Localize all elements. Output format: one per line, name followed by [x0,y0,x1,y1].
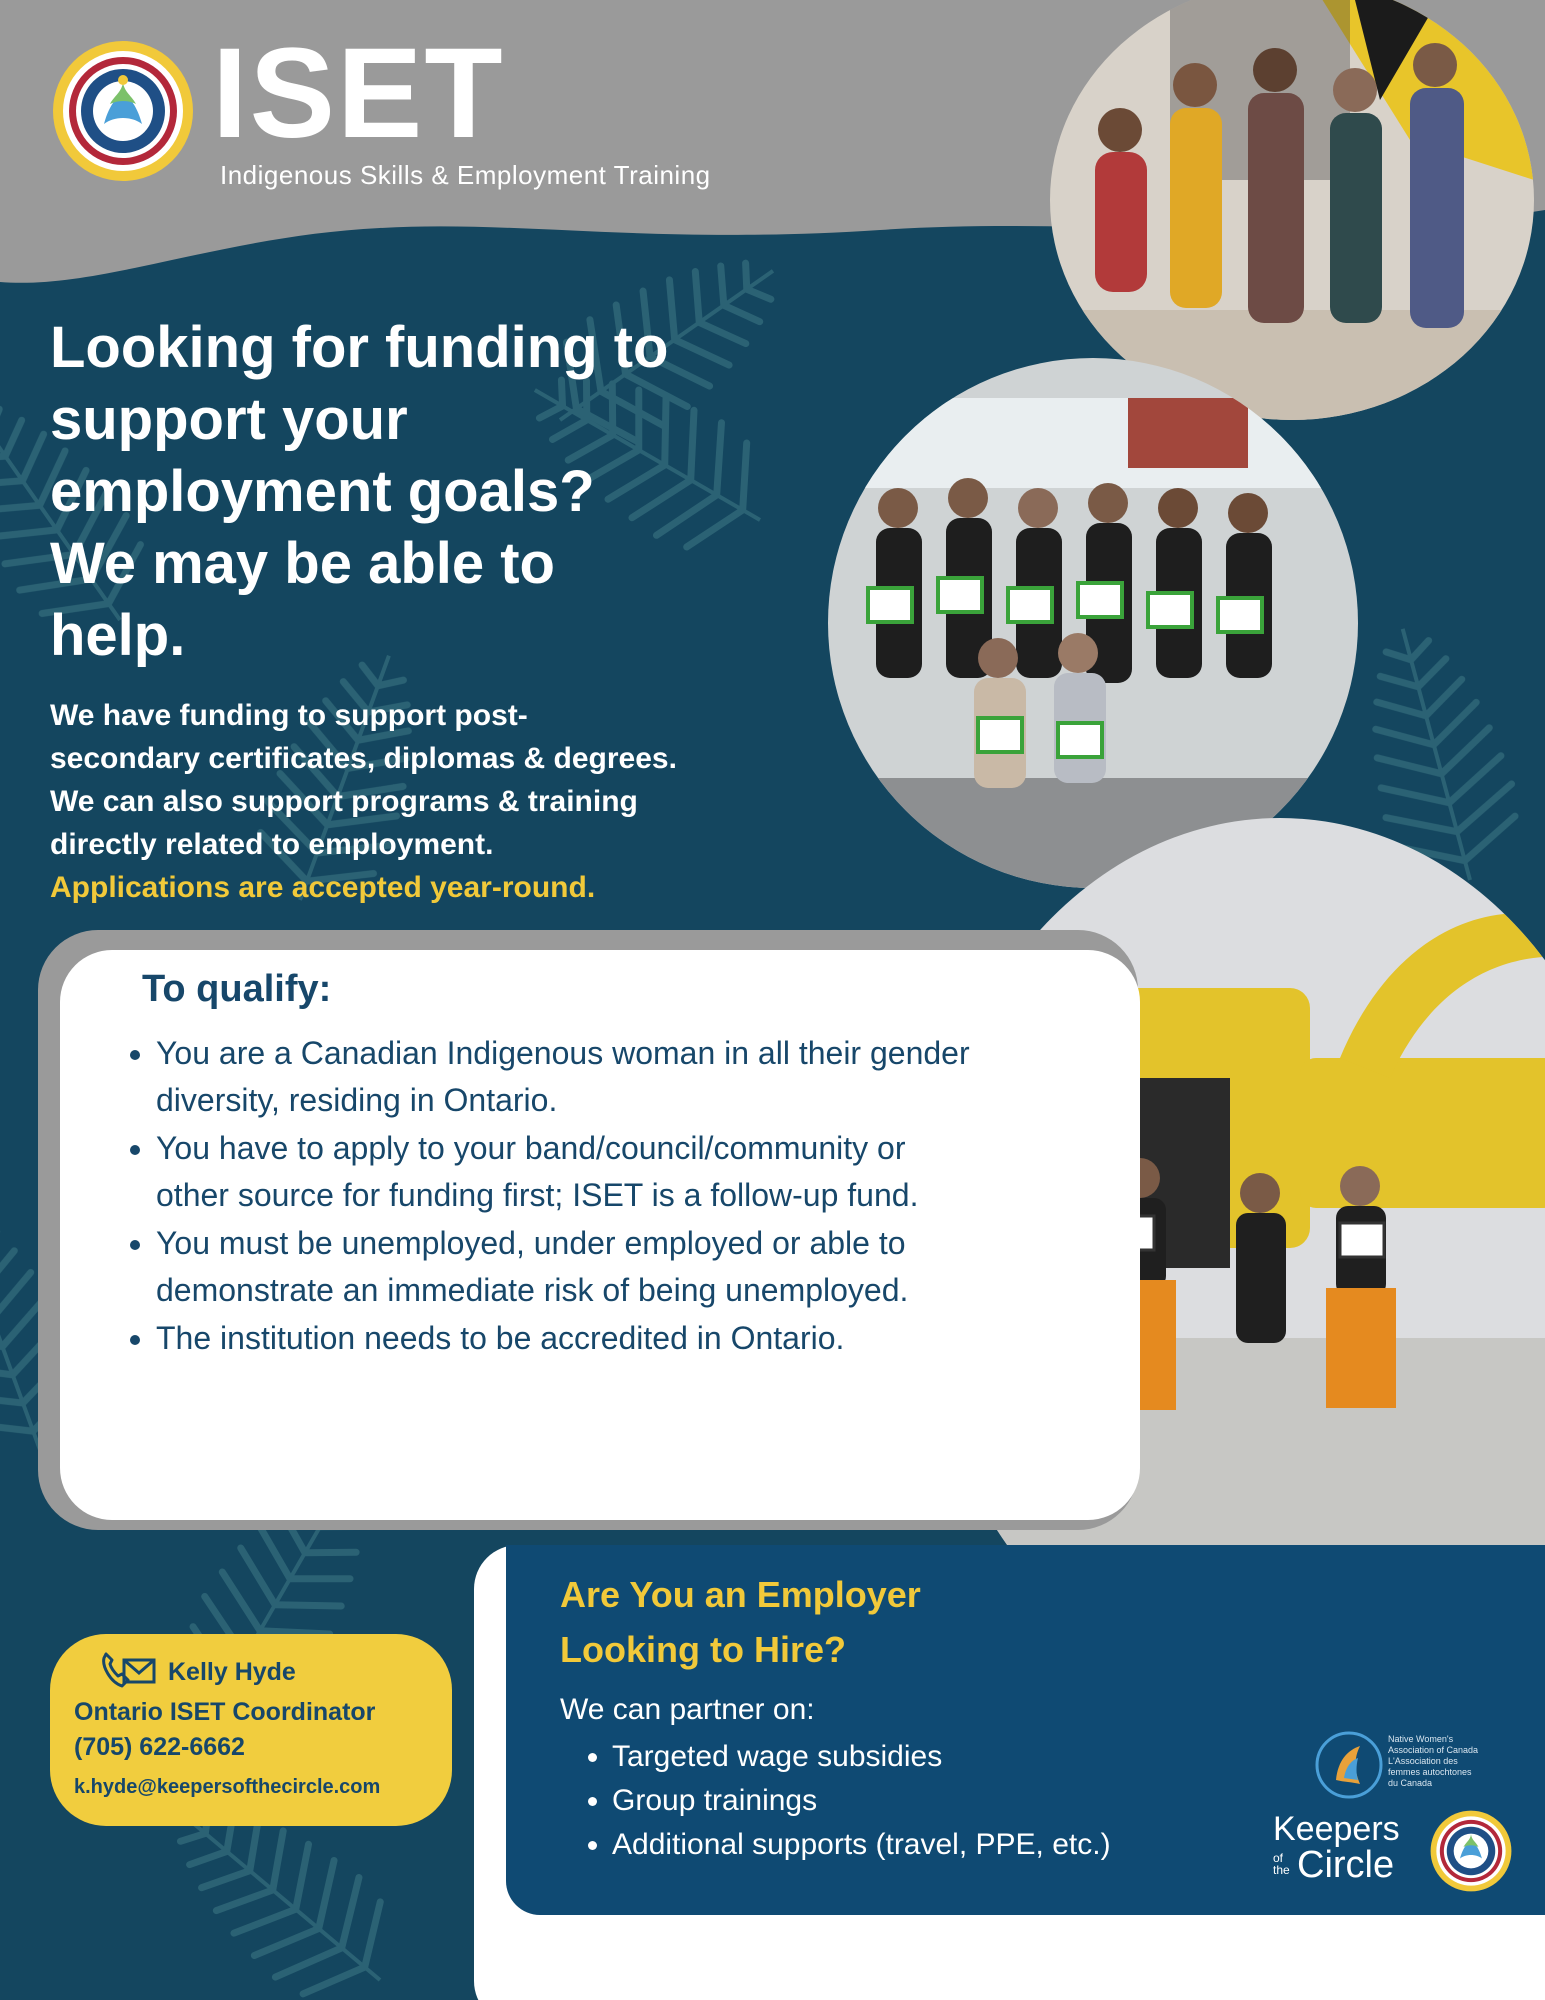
headline-line: Looking for funding to [50,315,669,380]
employer-list [574,1735,1111,1867]
nwac-line: Native Women's [1388,1734,1454,1744]
nwac-line: femmes autochtones [1388,1767,1472,1777]
koc-wordmark-keepers: Keepers [1273,1810,1400,1848]
year-round-note: Applications are accepted year-round. [50,871,596,904]
photo-certificates-group [828,358,1358,888]
nwac-line: du Canada [1388,1778,1433,1788]
employer-item: • Additional supports (travel, PPE, etc.) [612,1823,1111,1867]
intro-line: We have funding to support post- [50,699,528,732]
koc-logo-icon [1430,1810,1512,1892]
headline-line: employment goals? [50,459,595,524]
koc-wordmark-circle: Circle [1297,1844,1395,1886]
intro-line: directly related to employment. [50,828,494,861]
headline [50,312,830,672]
nwac-name [1388,1734,1518,1789]
contact-role: Ontario ISET Coordinator [74,1698,376,1726]
headline-line: We may be able to [50,531,555,596]
contact-phone[interactable]: (705) 622-6662 [74,1733,245,1761]
nwac-line: Association of Canada [1388,1745,1479,1755]
headline-line: help. [50,603,186,668]
photo-group-indoors [1050,0,1534,420]
employer-intro: We can partner on: [560,1693,815,1726]
iset-wordmark: ISET [212,22,505,165]
employer-item: • Targeted wage subsidies [612,1735,1111,1779]
qualify-item: • You have to apply to your band/council/community or other source for funding first; ISET is a follow-up fund. [156,1125,976,1219]
employer-title-line: Looking to Hire? [560,1629,846,1670]
qualify-title: To qualify: [142,968,332,1010]
qualify-item: • You must be unemployed, under employed or able to demonstrate an immediate risk of being unemployed. [156,1220,976,1314]
koc-wordmark-of-the: of the [1273,1851,1290,1877]
iset-subtitle: Indigenous Skills & Employment Training [220,160,711,190]
intro-line: secondary certificates, diplomas & degrees. [50,742,677,775]
headline-line: support your [50,387,408,452]
phone-mail-icon [98,1652,158,1692]
contact-email[interactable]: k.hyde@keepersofthecircle.com [74,1776,381,1798]
employer-title-line: Are You an Employer [560,1574,921,1615]
intro-line: We can also support programs & training [50,785,638,818]
employer-item: • Group trainings [612,1779,1111,1823]
qualify-item: • You are a Canadian Indigenous woman in all their gender diversity, residing in Ontario. [156,1030,976,1124]
nwac-line: L'Association des [1388,1756,1458,1766]
qualify-list [118,1030,976,1363]
employer-title [560,1567,1080,1677]
iset-logo-icon [52,40,194,182]
nwac-logo-icon [1314,1730,1384,1800]
intro-text [50,694,840,909]
qualify-item: • The institution needs to be accredited in Ontario. [156,1315,976,1362]
contact-name: Kelly Hyde [168,1658,296,1686]
